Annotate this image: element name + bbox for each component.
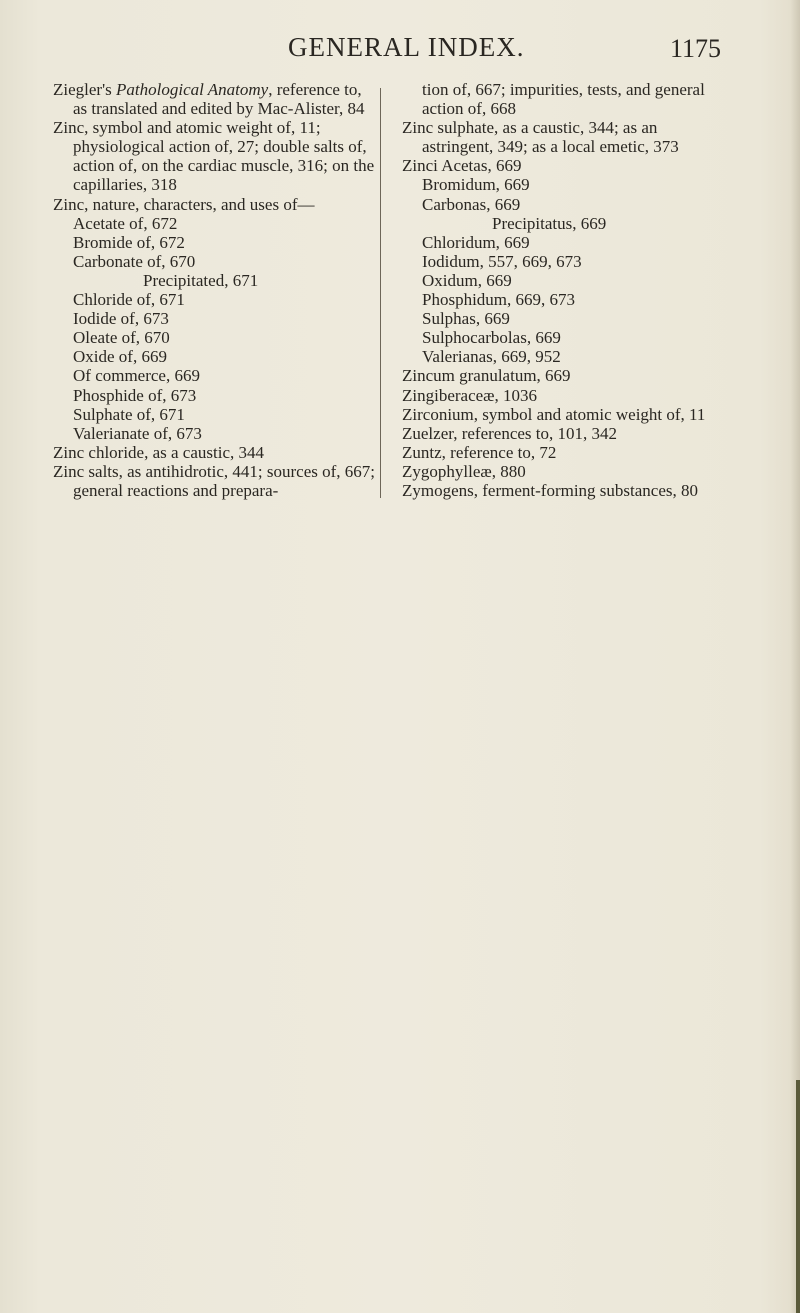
index-subentry: Iodide of, 673 [73, 309, 169, 329]
index-entry: Zirconium, symbol and atomic weight of, 11 [402, 404, 706, 424]
index-subentry: Precipitatus, 669 [492, 213, 607, 233]
index-subentry: Chloridum, 669 [422, 232, 530, 252]
index-subentry: Oleate of, 670 [73, 328, 170, 348]
index-subentry: Sulphate of, 671 [73, 404, 185, 424]
index-subentry: Of commerce, 669 [73, 366, 200, 386]
index-subentry: Valerianate of, 673 [73, 423, 202, 443]
index-subentry: Carbonate of, 670 [73, 251, 196, 271]
index-subentry: Oxide of, 669 [73, 347, 167, 367]
index-subentry: Iodidum, 557, 669, 673 [422, 251, 582, 271]
index-entry: Zincum granulatum, 669 [402, 366, 571, 386]
index-subentry: Chloride of, 671 [73, 290, 185, 310]
index-subentry: Acetate of, 672 [73, 213, 178, 233]
index-subentry: Sulphas, 669 [422, 309, 510, 329]
index-entry: Zinc, symbol and atomic weight of, 11; physiological action of, 27; double salts of, action of, on the cardiac muscle, 316; on the capillaries, 318 [53, 118, 375, 195]
index-subentry: Valerianas, 669, 952 [422, 347, 561, 367]
column-divider [380, 88, 381, 498]
index-subentry: Oxidum, 669 [422, 270, 512, 290]
index-entry: Zingiberaceæ, 1036 [402, 385, 538, 405]
index-subentry: Phosphidum, 669, 673 [422, 290, 576, 310]
index-entry: Zinc sulphate, as a caustic, 344; as an astringent, 349; as a local emetic, 373 [402, 118, 679, 157]
index-entry: Zinc chloride, as a caustic, 344 [53, 442, 265, 462]
index-entry: Zinc salts, as antihidrotic, 441; sources of, 667; general reactions and prepara- [53, 461, 375, 500]
index-entry: tion of, 667; impurities, tests, and general action of, 668 [422, 80, 705, 119]
index-entry: Zuntz, reference to, 72 [402, 442, 557, 462]
index-entry: Zygophylleæ, 880 [402, 461, 526, 481]
index-column-right [402, 80, 730, 500]
running-header [0, 32, 800, 72]
index-entry: Zinci Acetas, 669 [402, 156, 522, 176]
index-subentry: Sulphocarbolas, 669 [422, 328, 561, 348]
index-entry: Ziegler's Pathological Anatomy, reference to, as translated and edited by Mac-Alister, 84 [53, 80, 365, 119]
page-number: 1175 [670, 34, 722, 63]
index-entry: Zinc, nature, characters, and uses of— [53, 194, 315, 214]
header-title: GENERAL INDEX. [288, 32, 525, 62]
index-column-left [53, 80, 375, 500]
index-subentry: Bromidum, 669 [422, 175, 530, 195]
index-entry: Zuelzer, references to, 101, 342 [402, 423, 618, 443]
index-subentry: Precipitated, 671 [143, 270, 259, 290]
index-subentry: Phosphide of, 673 [73, 385, 197, 405]
index-entry: Zymogens, ferment-forming substances, 80 [402, 480, 699, 500]
page-edge [790, 0, 800, 1313]
index-subentry: Bromide of, 672 [73, 232, 185, 252]
index-subentry: Carbonas, 669 [422, 194, 521, 214]
